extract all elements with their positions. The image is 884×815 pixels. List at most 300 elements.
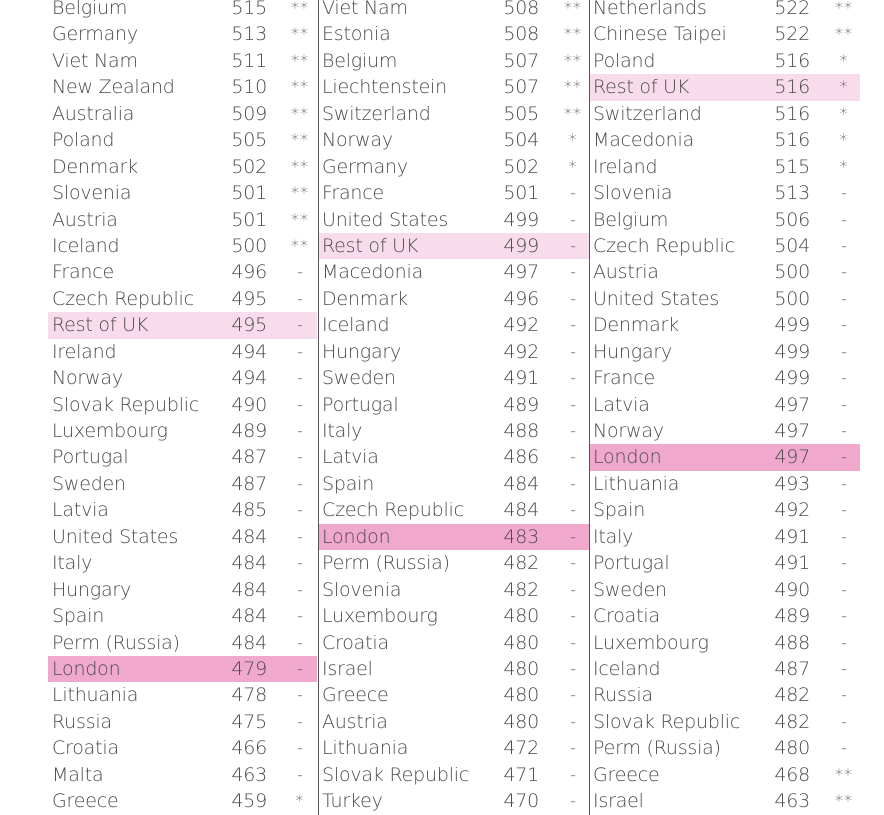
country-name: Israel: [593, 790, 644, 813]
score-value: 491: [503, 367, 539, 390]
significance-marker: -: [570, 315, 576, 335]
score-value: 489: [231, 420, 267, 442]
score-value: 505: [231, 129, 267, 152]
country-name: United States: [593, 287, 720, 310]
table-row: [319, 656, 589, 682]
significance-marker: -: [297, 473, 303, 493]
country-name: Iceland: [322, 314, 390, 337]
table-row: [590, 259, 860, 285]
significance-marker: *: [568, 130, 578, 150]
table-row: [590, 48, 860, 74]
table-row: [319, 21, 589, 47]
significance-marker: **: [291, 130, 309, 150]
table-row: [48, 497, 317, 523]
significance-marker: -: [297, 553, 303, 573]
country-name: Slovak Republic: [593, 710, 741, 733]
table-row: [48, 603, 317, 629]
country-name: Slovenia: [593, 182, 673, 205]
country-name: Austria: [593, 261, 659, 284]
table-row: [590, 207, 860, 233]
score-value: 480: [503, 710, 539, 733]
score-value: 488: [503, 420, 539, 442]
significance-marker: -: [841, 421, 847, 440]
significance-marker: *: [839, 50, 849, 70]
significance-marker: -: [570, 473, 576, 493]
table-row: [319, 709, 589, 735]
table-row: [319, 550, 589, 576]
table-row: [319, 101, 589, 127]
ranking-column-1: [48, 0, 317, 815]
score-value: 493: [774, 472, 810, 495]
significance-marker: -: [297, 368, 303, 388]
table-row: [319, 788, 589, 814]
score-value: 480: [503, 657, 539, 680]
significance-marker: -: [841, 526, 847, 546]
significance-marker: **: [291, 235, 309, 255]
table-row: [48, 392, 317, 418]
country-name: France: [52, 261, 114, 284]
country-name: Denmark: [322, 287, 408, 310]
significance-marker: -: [297, 288, 303, 308]
country-name: United States: [52, 525, 179, 548]
significance-marker: -: [570, 553, 576, 573]
score-value: 468: [774, 763, 810, 786]
table-row: [319, 392, 589, 418]
score-value: 497: [503, 261, 539, 284]
table-row: [48, 127, 317, 153]
country-name: London: [322, 525, 391, 548]
score-value: 480: [503, 631, 539, 654]
score-value: 492: [503, 340, 539, 363]
country-name: Malta: [52, 763, 104, 786]
significance-marker: -: [841, 262, 847, 282]
country-name: United States: [322, 208, 449, 231]
country-name: Portugal: [593, 552, 670, 575]
table-row: [590, 0, 860, 21]
significance-marker: *: [839, 156, 849, 176]
table-row: [319, 577, 589, 603]
country-name: Belgium: [593, 208, 669, 231]
score-value: 484: [231, 552, 267, 575]
country-name: Denmark: [52, 155, 138, 178]
table-row: [590, 471, 860, 497]
country-name: Spain: [322, 472, 375, 495]
table-row: [48, 180, 317, 206]
country-name: Spain: [593, 499, 646, 522]
country-name: France: [322, 182, 384, 205]
table-row: [319, 365, 589, 391]
significance-marker: **: [564, 24, 582, 44]
score-value: 509: [231, 102, 267, 125]
significance-marker: -: [570, 764, 576, 784]
table-row: [590, 154, 860, 180]
table-row: [590, 550, 860, 576]
score-value: 501: [503, 182, 539, 205]
table-row: [48, 48, 317, 74]
score-value: 471: [503, 763, 539, 786]
table-row: [48, 471, 317, 497]
country-name: Croatia: [52, 737, 119, 760]
significance-marker: -: [570, 685, 576, 705]
score-value: 507: [503, 76, 539, 99]
significance-marker: *: [295, 791, 305, 811]
score-value: 490: [774, 578, 810, 601]
significance-marker: **: [291, 103, 309, 123]
table-row: [48, 418, 317, 444]
significance-marker: **: [835, 24, 853, 44]
country-name: Perm (Russia): [593, 737, 721, 760]
score-value: 499: [774, 367, 810, 390]
score-value: 487: [231, 472, 267, 495]
score-value: 492: [503, 314, 539, 337]
score-value: 501: [231, 182, 267, 205]
ranking-column-3: [589, 0, 860, 815]
significance-marker: -: [841, 606, 847, 626]
significance-marker: -: [841, 738, 847, 758]
table-row: [590, 709, 860, 735]
significance-marker: **: [564, 77, 582, 97]
table-row-highlighted: [590, 74, 860, 100]
ranking-column-2: [318, 0, 589, 815]
significance-marker: -: [570, 394, 576, 414]
table-row: [319, 497, 589, 523]
significance-marker: -: [570, 579, 576, 599]
country-name: Greece: [593, 763, 660, 786]
country-name: Luxembourg: [52, 420, 168, 442]
score-value: 491: [774, 525, 810, 548]
table-row: [319, 471, 589, 497]
score-value: 515: [231, 0, 267, 19]
score-value: 522: [774, 23, 810, 46]
significance-marker: -: [570, 341, 576, 361]
table-row: [48, 682, 317, 708]
score-value: 499: [503, 208, 539, 231]
score-value: 510: [231, 76, 267, 99]
table-row: [48, 630, 317, 656]
country-name: Hungary: [593, 340, 673, 363]
score-value: 505: [503, 102, 539, 125]
significance-marker: -: [841, 579, 847, 599]
score-value: 502: [231, 155, 267, 178]
score-value: 511: [231, 49, 267, 72]
table-row: [319, 180, 589, 206]
significance-marker: -: [570, 288, 576, 308]
table-row: [319, 682, 589, 708]
score-value: 484: [231, 631, 267, 654]
country-name: Greece: [322, 684, 389, 707]
score-value: 496: [231, 261, 267, 284]
table-row: [590, 577, 860, 603]
country-name: Lithuania: [593, 472, 680, 495]
country-name: Norway: [593, 420, 664, 442]
score-value: 515: [774, 155, 810, 178]
table-row: [590, 762, 860, 788]
significance-marker: -: [841, 235, 847, 255]
table-row: [48, 788, 317, 814]
country-name: Croatia: [593, 605, 660, 628]
table-row: [48, 0, 317, 21]
score-value: 479: [231, 657, 267, 680]
score-value: 499: [774, 314, 810, 337]
score-value: 501: [231, 208, 267, 231]
significance-marker: -: [841, 368, 847, 388]
score-value: 494: [231, 367, 267, 390]
score-value: 484: [231, 605, 267, 628]
score-value: 490: [231, 393, 267, 416]
significance-marker: -: [570, 606, 576, 626]
significance-marker: -: [841, 315, 847, 335]
significance-marker: -: [570, 421, 576, 440]
score-value: 484: [231, 578, 267, 601]
significance-marker: -: [297, 764, 303, 784]
table-row: [319, 74, 589, 100]
score-value: 475: [231, 710, 267, 733]
country-name: Slovak Republic: [322, 763, 470, 786]
significance-marker: -: [297, 262, 303, 282]
country-name: Poland: [593, 49, 656, 72]
country-name: Rest of UK: [52, 314, 149, 337]
table-row: [319, 259, 589, 285]
country-name: Lithuania: [52, 684, 139, 707]
country-name: Austria: [52, 208, 118, 231]
significance-marker: -: [841, 500, 847, 520]
country-name: Ireland: [52, 340, 117, 363]
country-name: Greece: [52, 790, 119, 813]
significance-marker: -: [297, 579, 303, 599]
score-value: 502: [503, 155, 539, 178]
country-name: Croatia: [322, 631, 389, 654]
table-row: [590, 656, 860, 682]
score-value: 488: [774, 631, 810, 654]
country-name: Belgium: [52, 0, 128, 19]
significance-marker: -: [570, 500, 576, 520]
significance-marker: **: [564, 50, 582, 70]
significance-marker: -: [297, 500, 303, 520]
significance-marker: -: [841, 685, 847, 705]
country-name: London: [52, 657, 121, 680]
country-name: Switzerland: [593, 102, 702, 125]
table-row: [48, 74, 317, 100]
score-value: 470: [503, 790, 539, 813]
significance-marker: -: [570, 183, 576, 203]
country-name: Sweden: [52, 472, 126, 495]
score-value: 500: [231, 234, 267, 257]
table-row: [319, 48, 589, 74]
significance-marker: -: [297, 711, 303, 731]
table-row: [590, 101, 860, 127]
score-value: 499: [503, 234, 539, 257]
country-name: Turkey: [322, 790, 383, 813]
significance-marker: -: [297, 738, 303, 758]
significance-marker: -: [570, 658, 576, 678]
table-row: [590, 603, 860, 629]
score-value: 480: [503, 605, 539, 628]
table-row: [48, 339, 317, 365]
country-name: Czech Republic: [52, 287, 194, 310]
score-value: 500: [774, 287, 810, 310]
table-row: [319, 0, 589, 21]
table-row: [590, 418, 860, 444]
score-value: 483: [503, 525, 539, 548]
table-row: [590, 233, 860, 259]
score-value: 495: [231, 314, 267, 337]
score-value: 482: [774, 710, 810, 733]
table-row: [319, 762, 589, 788]
significance-marker: **: [291, 183, 309, 203]
table-row: [48, 365, 317, 391]
score-value: 496: [503, 287, 539, 310]
score-value: 494: [231, 340, 267, 363]
table-row: [319, 603, 589, 629]
score-value: 472: [503, 737, 539, 760]
country-name: Poland: [52, 129, 115, 152]
table-row: [48, 101, 317, 127]
country-name: Czech Republic: [593, 234, 735, 257]
significance-marker: -: [297, 606, 303, 626]
score-value: 487: [774, 657, 810, 680]
table-row: [319, 286, 589, 312]
significance-marker: **: [291, 0, 309, 17]
score-value: 499: [774, 340, 810, 363]
table-row-highlighted: [48, 656, 317, 682]
country-name: Italy: [52, 552, 93, 575]
significance-marker: -: [841, 394, 847, 414]
table-row: [319, 312, 589, 338]
country-name: Rest of UK: [593, 76, 690, 99]
country-name: Russia: [593, 684, 653, 707]
significance-marker: **: [291, 156, 309, 176]
country-name: Slovenia: [52, 182, 132, 205]
score-value: 516: [774, 129, 810, 152]
country-name: Hungary: [52, 578, 132, 601]
table-row: [590, 21, 860, 47]
country-name: Viet Nam: [322, 0, 408, 19]
country-name: Iceland: [593, 657, 661, 680]
table-row: [48, 735, 317, 761]
score-value: 478: [231, 684, 267, 707]
table-row: [590, 735, 860, 761]
country-name: Estonia: [322, 23, 391, 46]
country-name: Switzerland: [322, 102, 431, 125]
significance-marker: -: [570, 738, 576, 758]
significance-marker: -: [841, 288, 847, 308]
score-value: 489: [774, 605, 810, 628]
country-name: Norway: [52, 367, 123, 390]
country-name: Sweden: [322, 367, 396, 390]
significance-marker: **: [564, 103, 582, 123]
score-value: 500: [774, 261, 810, 284]
score-value: 486: [503, 446, 539, 469]
significance-marker: **: [291, 209, 309, 229]
table-row: [319, 735, 589, 761]
table-row-highlighted: [319, 233, 589, 259]
country-name: Denmark: [593, 314, 679, 337]
score-value: 506: [774, 208, 810, 231]
significance-marker: -: [297, 447, 303, 467]
significance-marker: **: [291, 77, 309, 97]
country-name: Czech Republic: [322, 499, 464, 522]
country-name: New Zealand: [52, 76, 175, 99]
country-name: Spain: [52, 605, 105, 628]
score-value: 463: [774, 790, 810, 813]
table-row: [48, 154, 317, 180]
score-value: 485: [231, 499, 267, 522]
table-row: [48, 550, 317, 576]
significance-marker: -: [570, 447, 576, 467]
score-value: 484: [503, 499, 539, 522]
table-row: [319, 418, 589, 444]
significance-marker: -: [841, 341, 847, 361]
score-value: 508: [503, 0, 539, 19]
score-value: 484: [503, 472, 539, 495]
table-row: [319, 207, 589, 233]
score-value: 507: [503, 49, 539, 72]
score-value: 459: [231, 790, 267, 813]
significance-marker: -: [841, 209, 847, 229]
table-row: [319, 630, 589, 656]
significance-marker: -: [841, 183, 847, 203]
score-value: 497: [774, 393, 810, 416]
country-name: Luxembourg: [322, 605, 438, 628]
country-name: Italy: [593, 525, 634, 548]
table-row-highlighted: [319, 524, 589, 550]
table-row: [590, 180, 860, 206]
table-row: [590, 630, 860, 656]
table-row: [48, 233, 317, 259]
score-value: 482: [774, 684, 810, 707]
significance-marker: -: [297, 394, 303, 414]
country-name: Portugal: [52, 446, 129, 469]
significance-marker: -: [841, 553, 847, 573]
table-row: [319, 444, 589, 470]
country-name: Belgium: [322, 49, 398, 72]
table-row: [319, 127, 589, 153]
table-row: [590, 682, 860, 708]
table-row: [590, 127, 860, 153]
table-row: [319, 339, 589, 365]
country-name: Italy: [322, 420, 363, 442]
significance-marker: *: [839, 103, 849, 123]
country-name: Viet Nam: [52, 49, 138, 72]
table-row: [48, 762, 317, 788]
significance-marker: -: [297, 341, 303, 361]
table-row: [590, 286, 860, 312]
table-row-highlighted: [48, 312, 317, 338]
country-name: Sweden: [593, 578, 667, 601]
country-name: Perm (Russia): [52, 631, 180, 654]
significance-marker: -: [570, 235, 576, 255]
country-name: Austria: [322, 710, 388, 733]
country-name: Netherlands: [593, 0, 707, 19]
country-name: Latvia: [52, 499, 109, 522]
score-value: 484: [231, 525, 267, 548]
significance-marker: -: [297, 526, 303, 546]
country-name: Latvia: [593, 393, 650, 416]
table-row: [48, 524, 317, 550]
country-name: Slovenia: [322, 578, 402, 601]
significance-marker: *: [839, 77, 849, 97]
significance-marker: *: [568, 156, 578, 176]
score-value: 491: [774, 552, 810, 575]
country-name: Slovak Republic: [52, 393, 200, 416]
table-row: [48, 207, 317, 233]
score-value: 513: [231, 23, 267, 46]
score-value: 466: [231, 737, 267, 760]
significance-marker: -: [570, 711, 576, 731]
table-row: [590, 365, 860, 391]
country-name: Liechtenstein: [322, 76, 447, 99]
significance-marker: *: [839, 130, 849, 150]
